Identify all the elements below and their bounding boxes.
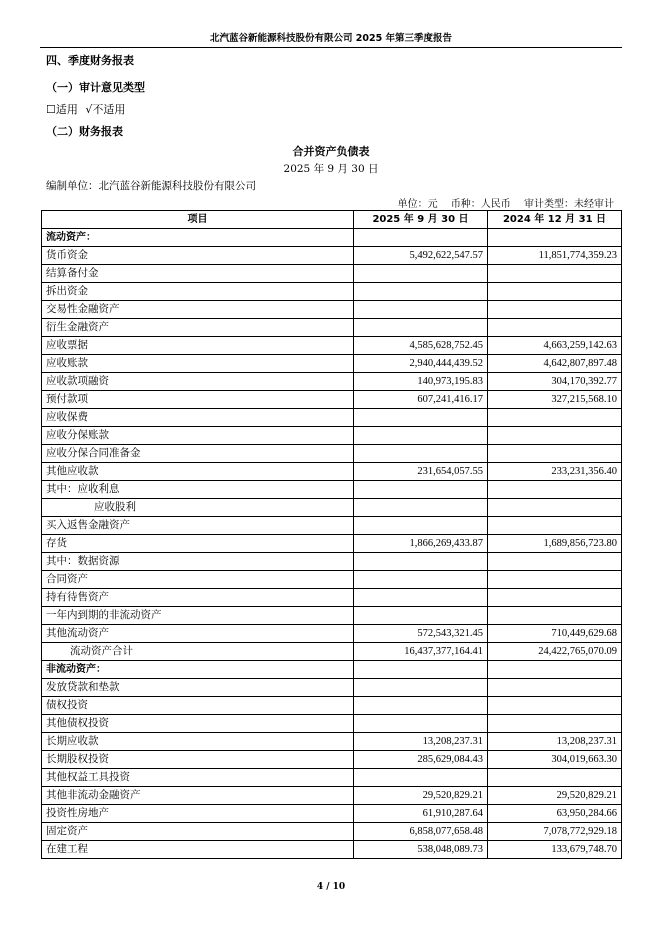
value-2024-12-31: 133,679,748.70 (488, 841, 622, 859)
value-2025-09-30 (354, 589, 488, 607)
table-row (42, 373, 622, 391)
table-row (42, 427, 622, 445)
row-label: 其他债权投资 (42, 715, 354, 733)
table-row (42, 409, 622, 427)
value-2025-09-30 (354, 661, 488, 679)
value-2025-09-30 (354, 571, 488, 589)
row-label: 其他权益工具投资 (42, 769, 354, 787)
value-2024-12-31 (488, 301, 622, 319)
statement-date: 2025 年 9 月 30 日 (283, 163, 379, 175)
balance-sheet-table (41, 210, 622, 859)
value-2025-09-30 (354, 265, 488, 283)
row-label: 其中：应收利息 (42, 481, 354, 499)
row-label: 长期股权投资 (42, 751, 354, 769)
table-row (42, 535, 622, 553)
value-2024-12-31 (488, 517, 622, 535)
row-label: 其他流动资产 (42, 625, 354, 643)
row-label: 流动资产： (42, 229, 354, 247)
value-2025-09-30 (354, 319, 488, 337)
page-number: 4 / 10 (316, 882, 346, 892)
value-2024-12-31: 304,170,392.77 (488, 373, 622, 391)
table-row (42, 355, 622, 373)
value-2024-12-31 (488, 553, 622, 571)
value-2024-12-31 (488, 661, 622, 679)
row-label: 一年内到期的非流动资产 (42, 607, 354, 625)
table-row (42, 841, 622, 859)
row-label: 投资性房地产 (42, 805, 354, 823)
value-2024-12-31 (488, 283, 622, 301)
row-label: 应收分保合同准备金 (42, 445, 354, 463)
value-2024-12-31: 233,231,356.40 (488, 463, 622, 481)
audit-type-label: 审计类型：未经审计 (524, 199, 614, 210)
audit-opinion-title: （一）审计意见类型 (46, 81, 145, 94)
row-label: 持有待售资产 (42, 589, 354, 607)
value-2024-12-31 (488, 589, 622, 607)
value-2025-09-30: 140,973,195.83 (354, 373, 488, 391)
table-row (42, 337, 622, 355)
currency-label: 币种：人民币 (450, 199, 511, 210)
table-row (42, 607, 622, 625)
statement-title: 合并资产负债表 (292, 145, 370, 158)
value-2024-12-31 (488, 571, 622, 589)
value-2024-12-31: 29,520,829.21 (488, 787, 622, 805)
value-2025-09-30 (354, 679, 488, 697)
value-2024-12-31: 710,449,629.68 (488, 625, 622, 643)
value-2025-09-30 (354, 409, 488, 427)
row-label: 非流动资产： (42, 661, 354, 679)
table-row (42, 697, 622, 715)
option-applicable: ☐适用 (46, 103, 78, 116)
table-row (42, 499, 622, 517)
value-2024-12-31 (488, 319, 622, 337)
row-label: 预付款项 (42, 391, 354, 409)
value-2024-12-31 (488, 715, 622, 733)
column-header-item: 项目 (42, 211, 354, 229)
row-label: 货币资金 (42, 247, 354, 265)
row-label: 拆出资金 (42, 283, 354, 301)
table-row (42, 643, 622, 661)
table-row (42, 391, 622, 409)
value-2024-12-31 (488, 481, 622, 499)
row-label: 应收款项融资 (42, 373, 354, 391)
audit-options (46, 101, 125, 117)
value-2025-09-30: 2,940,444,439.52 (354, 355, 488, 373)
value-2024-12-31 (488, 265, 622, 283)
table-row (42, 805, 622, 823)
table-row (42, 229, 622, 247)
row-label: 其他应收款 (42, 463, 354, 481)
column-header-prior: 2024 年 12 月 31 日 (488, 211, 622, 229)
row-label: 债权投资 (42, 697, 354, 715)
table-row (42, 265, 622, 283)
preparer: 编制单位：北汽蓝谷新能源科技股份有限公司 (46, 180, 256, 192)
value-2025-09-30: 572,543,321.45 (354, 625, 488, 643)
table-row (42, 733, 622, 751)
table-row (42, 283, 622, 301)
value-2025-09-30: 61,910,287.64 (354, 805, 488, 823)
value-2025-09-30 (354, 607, 488, 625)
value-2025-09-30: 538,048,089.73 (354, 841, 488, 859)
value-2024-12-31: 1,689,856,723.80 (488, 535, 622, 553)
row-label: 发放贷款和垫款 (42, 679, 354, 697)
option-not-applicable: √不适用 (85, 103, 126, 116)
value-2024-12-31 (488, 409, 622, 427)
value-2025-09-30 (354, 697, 488, 715)
row-label: 流动资产合计 (42, 643, 354, 661)
page-header: 北汽蓝谷新能源科技股份有限公司 2025 年第三季度报告 (40, 30, 622, 48)
value-2025-09-30 (354, 427, 488, 445)
value-2024-12-31 (488, 679, 622, 697)
value-2025-09-30 (354, 715, 488, 733)
table-row (42, 589, 622, 607)
value-2024-12-31 (488, 607, 622, 625)
value-2025-09-30 (354, 481, 488, 499)
table-row (42, 319, 622, 337)
table-row (42, 571, 622, 589)
value-2025-09-30 (354, 769, 488, 787)
table-row (42, 661, 622, 679)
value-2025-09-30 (354, 283, 488, 301)
value-2024-12-31: 13,208,237.31 (488, 733, 622, 751)
table-row (42, 553, 622, 571)
value-2025-09-30: 5,492,622,547.57 (354, 247, 488, 265)
section-title: 四、季度财务报表 (46, 54, 134, 67)
value-2025-09-30: 1,866,269,433.87 (354, 535, 488, 553)
value-2025-09-30: 4,585,628,752.45 (354, 337, 488, 355)
row-label: 固定资产 (42, 823, 354, 841)
value-2025-09-30: 16,437,377,164.41 (354, 643, 488, 661)
value-2024-12-31: 304,019,663.30 (488, 751, 622, 769)
row-label: 应收股利 (42, 499, 354, 517)
value-2025-09-30 (354, 445, 488, 463)
table-row (42, 463, 622, 481)
value-2025-09-30: 13,208,237.31 (354, 733, 488, 751)
row-label: 交易性金融资产 (42, 301, 354, 319)
table-row (42, 247, 622, 265)
row-label: 应收票据 (42, 337, 354, 355)
table-row (42, 301, 622, 319)
value-2024-12-31 (488, 697, 622, 715)
table-row (42, 625, 622, 643)
value-2025-09-30 (354, 301, 488, 319)
value-2024-12-31: 327,215,568.10 (488, 391, 622, 409)
row-label: 其他非流动金融资产 (42, 787, 354, 805)
value-2024-12-31 (488, 445, 622, 463)
table-row (42, 679, 622, 697)
value-2025-09-30 (354, 517, 488, 535)
row-label: 买入返售金融资产 (42, 517, 354, 535)
value-2024-12-31 (488, 499, 622, 517)
value-2024-12-31: 4,642,807,897.48 (488, 355, 622, 373)
value-2024-12-31 (488, 427, 622, 445)
column-header-current: 2025 年 9 月 30 日 (354, 211, 488, 229)
table-row (42, 823, 622, 841)
table-row (42, 481, 622, 499)
row-label: 在建工程 (42, 841, 354, 859)
table-row (42, 751, 622, 769)
value-2024-12-31: 7,078,772,929.18 (488, 823, 622, 841)
table-row (42, 517, 622, 535)
value-2025-09-30: 285,629,084.43 (354, 751, 488, 769)
table-row (42, 787, 622, 805)
value-2024-12-31: 4,663,259,142.63 (488, 337, 622, 355)
value-2024-12-31 (488, 769, 622, 787)
value-2025-09-30: 231,654,057.55 (354, 463, 488, 481)
value-2024-12-31: 63,950,284.66 (488, 805, 622, 823)
value-2024-12-31: 11,851,774,359.23 (488, 247, 622, 265)
statement-meta (388, 195, 614, 210)
row-label: 应收账款 (42, 355, 354, 373)
unit-label: 单位：元 (397, 199, 438, 210)
row-label: 结算备付金 (42, 265, 354, 283)
table-row (42, 715, 622, 733)
row-label: 其中：数据资源 (42, 553, 354, 571)
row-label: 存货 (42, 535, 354, 553)
table-row (42, 445, 622, 463)
table-row (42, 769, 622, 787)
value-2025-09-30 (354, 499, 488, 517)
value-2025-09-30 (354, 553, 488, 571)
value-2025-09-30: 29,520,829.21 (354, 787, 488, 805)
value-2025-09-30: 6,858,077,658.48 (354, 823, 488, 841)
value-2024-12-31: 24,422,765,070.09 (488, 643, 622, 661)
value-2024-12-31 (488, 229, 622, 247)
row-label: 长期应收款 (42, 733, 354, 751)
row-label: 应收分保账款 (42, 427, 354, 445)
row-label: 衍生金融资产 (42, 319, 354, 337)
value-2025-09-30 (354, 229, 488, 247)
value-2025-09-30: 607,241,416.17 (354, 391, 488, 409)
table-header-row (42, 211, 622, 229)
financial-statements-title: （二）财务报表 (46, 125, 123, 138)
row-label: 应收保费 (42, 409, 354, 427)
row-label: 合同资产 (42, 571, 354, 589)
